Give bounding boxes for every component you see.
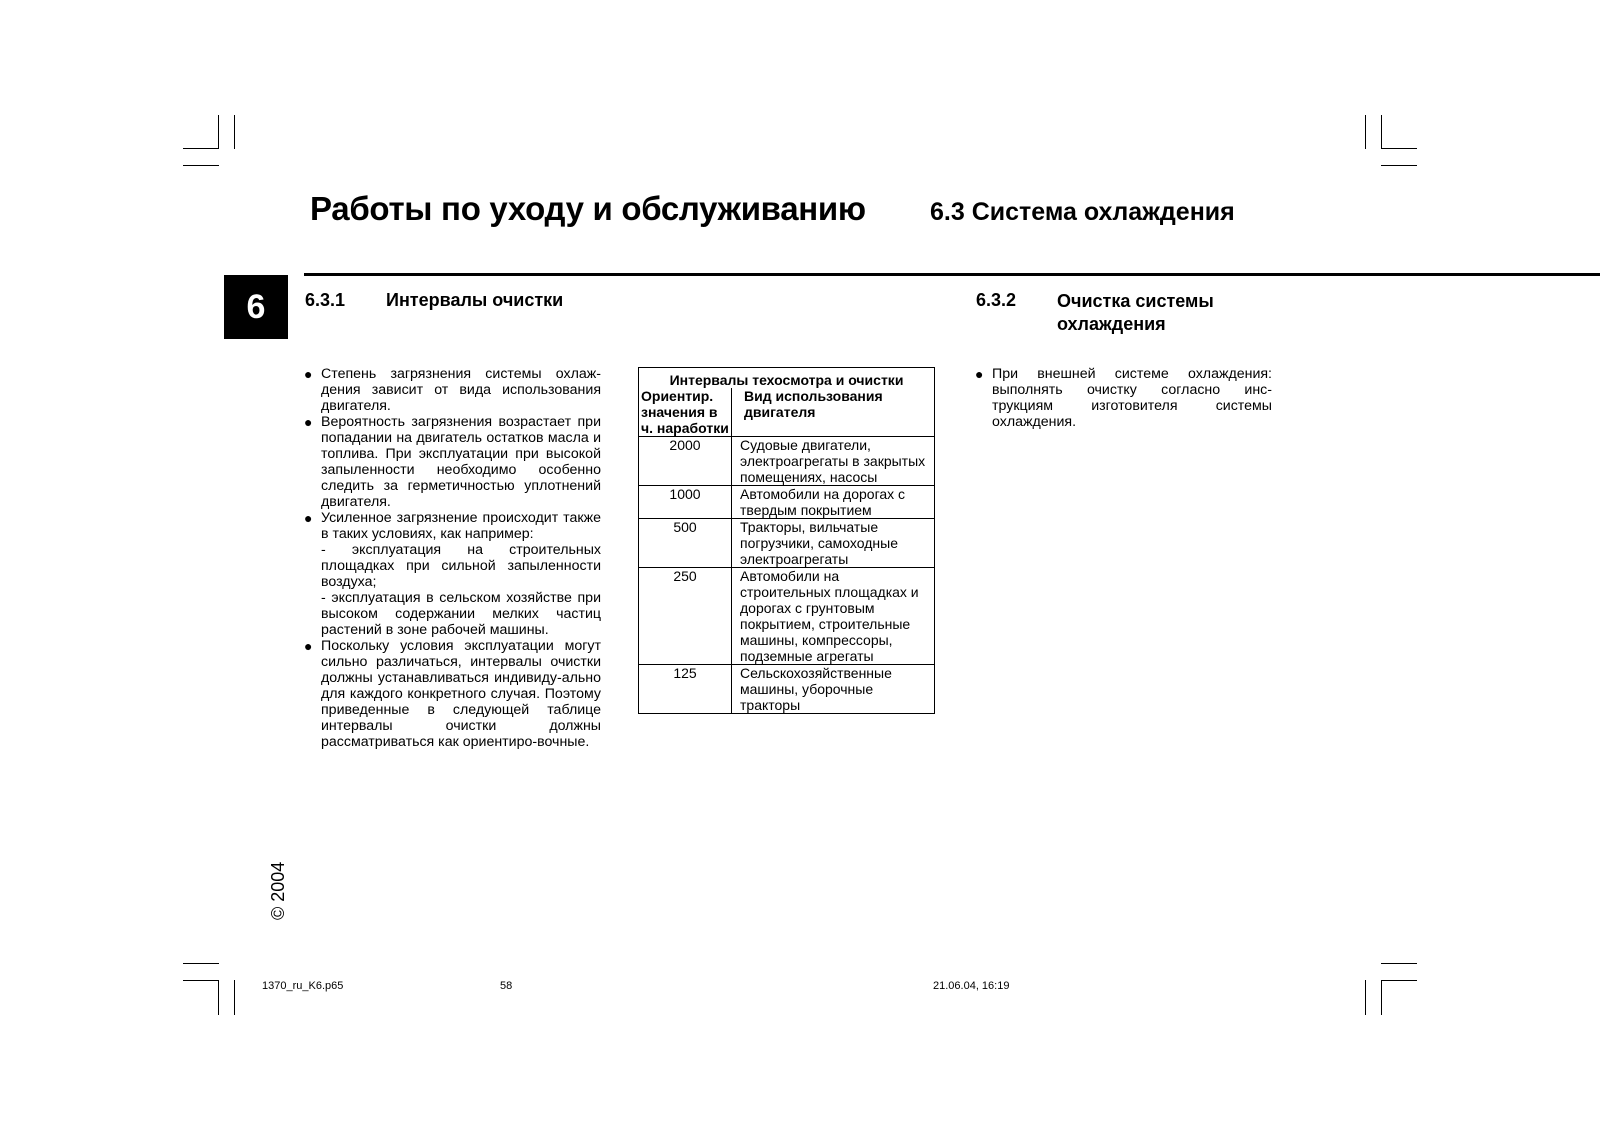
section-title: 6.3 Система охлаждения <box>930 198 1235 226</box>
table-row <box>639 486 935 519</box>
crop-mark <box>218 980 219 1015</box>
list-item: ● При внешней системе охлаждения: выполнять очистку согласно инс-трукциям изготовителя системы охлаждения. <box>976 366 1272 430</box>
hours-cell: 1000 <box>639 486 732 519</box>
right-column <box>976 366 1272 430</box>
crop-mark <box>183 165 219 166</box>
page-title: Работы по уходу и обслуживанию <box>310 190 866 227</box>
crop-mark <box>234 980 235 1015</box>
crop-mark <box>1365 980 1366 1015</box>
crop-mark <box>1381 148 1417 149</box>
crop-mark <box>1381 980 1382 1015</box>
sub-item: - эксплуатация на строительных площадках при сильной запыленности воздуха; <box>321 542 601 590</box>
list-item: ● Степень загрязнения системы охлаж-дения зависит от вида использования двигателя. <box>305 366 601 414</box>
list-item: ● Усиленное загрязнение происходит также в таких условиях, как например: - эксплуатация на строительных площадках при сильной запыленности воздуха; - эксплуатация в сельском хозяйстве при высоком содержании мелких частиц растений в зоне рабочей машины. <box>305 510 601 638</box>
hours-cell: 125 <box>639 665 732 714</box>
sub-item: - эксплуатация в сельском хозяйстве при высоком содержании мелких частиц растений в зоне рабочей машины. <box>321 590 601 638</box>
usage-cell: Судовые двигатели, электроагрегаты в закрытых помещениях, насосы <box>732 437 935 486</box>
intervals-table <box>638 367 935 714</box>
crop-mark <box>1365 115 1366 149</box>
table-header-usage: Вид использования двигателя <box>744 388 883 420</box>
crop-mark <box>1381 980 1417 981</box>
hours-cell: 2000 <box>639 437 732 486</box>
crop-mark <box>1381 115 1382 149</box>
table-row <box>639 568 935 665</box>
footer-date: 21.06.04, 16:19 <box>933 980 1010 992</box>
bullet-list <box>976 366 1272 430</box>
table-row <box>639 665 935 714</box>
table-caption: Интервалы техосмотра и очистки <box>669 372 904 388</box>
crop-mark <box>234 115 235 149</box>
footer-page: 58 <box>500 980 513 992</box>
right-section-number: 6.3.2 <box>976 290 1017 310</box>
chapter-tab: 6 <box>224 275 288 339</box>
bullet-list <box>305 366 601 750</box>
table-row <box>639 437 935 486</box>
header-rule <box>304 273 1600 276</box>
hours-cell: 500 <box>639 519 732 568</box>
copyright: © 2004 <box>268 861 288 920</box>
right-section-title: Очистка системы охлаждения <box>1057 291 1214 334</box>
footer-file: 1370_ru_K6.p65 <box>262 980 344 992</box>
usage-cell: Сельскохозяйственные машины, уборочные тракторы <box>732 665 935 714</box>
table-row <box>639 519 935 568</box>
left-section-number: 6.3.1 <box>305 290 346 310</box>
usage-cell: Автомобили на дорогах с твердым покрытием <box>732 486 935 519</box>
left-section-title: Интервалы очистки <box>386 290 564 310</box>
crop-mark <box>1381 165 1417 166</box>
crop-mark <box>183 980 219 981</box>
crop-mark <box>183 963 219 964</box>
list-item: ● Вероятность загрязнения возрастает при попадании на двигатель остатков масла и топлива. При эксплуатации при высокой запыленности необходимо особенно следить за герметичностью уплотнений двигателя. <box>305 414 601 510</box>
hours-cell: 250 <box>639 568 732 665</box>
usage-cell: Автомобили на строительных площадках и дорогах с грунтовым покрытием, строительные машины, компрессоры, подземные агрегаты <box>732 568 935 665</box>
crop-mark <box>1381 963 1417 964</box>
crop-mark <box>183 148 219 149</box>
usage-cell: Тракторы, вильчатые погрузчики, самоходные электроагрегаты <box>732 519 935 568</box>
crop-mark <box>218 115 219 149</box>
left-column <box>305 366 601 750</box>
list-item: ● Поскольку условия эксплуатации могут сильно различаться, интервалы очистки должны устанавливаться индивиду-ально для каждого конкретного случая. Поэтому приведенные в следующей таблице интервалы очистки должны рассматриваться как ориентиро-вочные. <box>305 638 601 750</box>
table-header-hours: Ориентир. значения в ч. наработки <box>639 388 732 437</box>
